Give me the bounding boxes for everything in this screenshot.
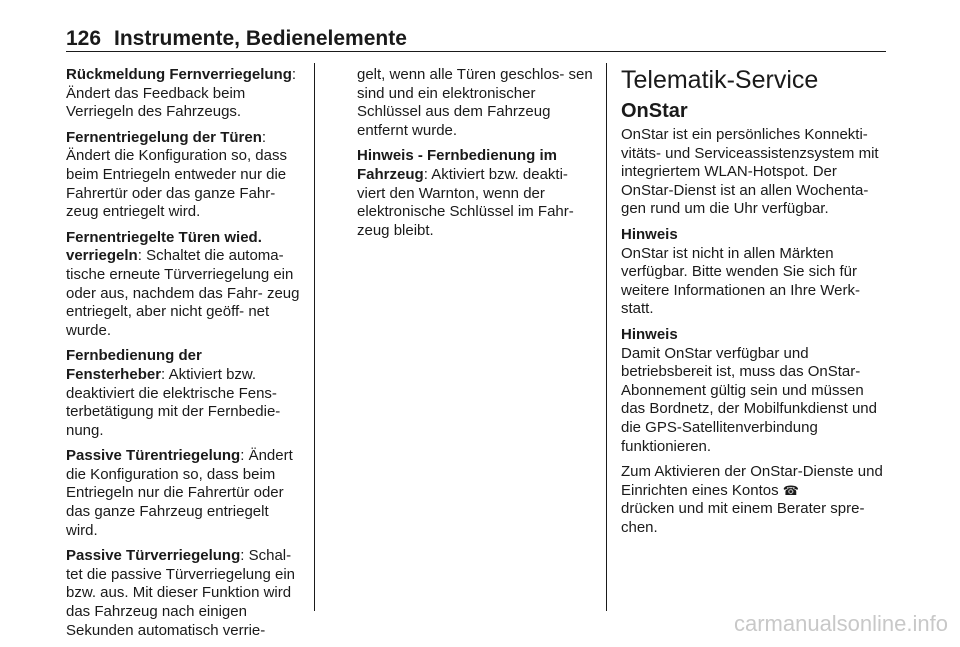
- activation-text: Zum Aktivieren der OnStar-Dienste und Einrichten eines Kontos: [621, 463, 883, 499]
- header-divider: [66, 51, 886, 52]
- paragraph-remote-windows: Fernbedienung der Fensterheber: Aktiviert bzw. deaktiviert die elektrische Fens- terbetätigung mit der Fernbedie- nung.: [66, 347, 281, 439]
- phone-button-icon: ☎: [782, 482, 799, 498]
- page-number: 126: [66, 27, 102, 50]
- paragraph-passive-unlock: Passive Türentriegelung: Ändert die Konfiguration so, dass beim Entriegeln nur die Fahrertür oder das ganze Fahrzeug entriegelt wird.: [66, 447, 293, 539]
- note-label: Hinweis: [621, 325, 678, 343]
- description: Aktiviert bzw. deakti- viert den Warnton, wenn der elektronische Schlüssel im Fahr- zeug bleibt.: [357, 165, 574, 239]
- note-text: Damit OnStar verfügbar und betriebsbereit ist, muss das OnStar- Abonnement gültig sein und müssen das Bordnetz, der Mobilfunkdienst und die GPS-Satellitenverbindung funktionieren.: [621, 344, 877, 455]
- intro-paragraph: OnStar ist ein persönliches Konnekti- vitäts- und Serviceassistenzsystem mit integriertem WLAN-Hotspot. Der OnStar-Dienst ist an allen Wochenta- gen rund um die Uhr verfügbar.: [621, 126, 879, 218]
- section-heading: Telematik-Service: [621, 66, 819, 94]
- description: Schaltet die automa- tische erneute Türverriegelung ein oder aus, nachdem das Fahr- zeug entriegelt, aber nicht geöff- net wurde.: [66, 247, 300, 339]
- term: Fernentriegelte Türen wied. verriegeln: [66, 228, 262, 265]
- description: Ändert die Konfiguration so, dass beim Entriegeln nur die Fahrertür oder das ganze Fahrzeug entriegelt wird.: [66, 447, 293, 539]
- description: Aktiviert bzw. deaktiviert die elektrische Fens- terbetätigung mit der Fernbedie- nung.: [66, 365, 281, 439]
- term: Rückmeldung Fernverriegelung: [66, 66, 292, 83]
- paragraph-passive-lock: Passive Türverriegelung: Schal- tet die passive Türverriegelung ein bzw. aus. Mit dieser Funktion wird das Fahrzeug nach einigen Sekunden automatisch verrie-: [66, 547, 296, 639]
- subsection-heading: OnStar: [621, 100, 688, 122]
- paragraph-remote-unlock: Fernentriegelung der Türen: Ändert die Konfiguration so, dass beim Entriegeln entweder nur die Fahrertür oder das ganze Fahr- zeug entriegelt wird.: [66, 128, 287, 221]
- term: Fernbedienung der Fensterheber: [66, 347, 202, 383]
- column-left: [66, 66, 302, 647]
- activation-paragraph: [621, 463, 889, 537]
- paragraph-relock: Fernentriegelte Türen wied. verriegeln: Schaltet die automa- tische erneute Türverriegelung ein oder aus, nachdem das Fahr- zeug entriegelt, aber nicht geöff- net wurde.: [66, 228, 300, 339]
- description: Ändert das Feedback beim Verriegeln des Fahrzeugs.: [66, 84, 246, 121]
- term: Passive Türentriegelung: [66, 447, 241, 465]
- description: Ändert die Konfiguration so, dass beim Entriegeln entweder nur die Fahrertür oder das ganze Fahr- zeug entriegelt wird.: [66, 147, 287, 221]
- note-text: OnStar ist nicht in allen Märkten verfügbar. Bitte wenden Sie sich für weitere Informationen an Ihre Werk- statt.: [621, 244, 860, 318]
- note-availability: [621, 226, 889, 319]
- term: Fernentriegelung der Türen: [66, 128, 262, 146]
- note-requirements: [621, 326, 889, 456]
- page-header: [66, 28, 886, 50]
- paragraph-key-in-vehicle: Hinweis - Fernbedienung im Fahrzeug: Aktiviert bzw. deakti- viert den Warnton, wenn der elektronische Schlüssel im Fahr- zeug bleibt.: [357, 147, 574, 239]
- column-divider: [606, 63, 607, 611]
- description: Schal- tet die passive Türverriegelung ein bzw. aus. Mit dieser Funktion wird das Fahrzeug nach einigen Sekunden automatisch verrie-: [66, 547, 296, 639]
- watermark: carmanualsonline.info: [733, 611, 948, 636]
- paragraph-remote-lock-feedback: Rückmeldung Fernverriegelung: Ändert das Feedback beim Verriegeln des Fahrzeugs.: [66, 66, 297, 121]
- page-title: Instrumente, Bedienelemente: [114, 27, 407, 50]
- column-middle: [357, 66, 593, 247]
- term: Passive Türverriegelung: [66, 547, 241, 565]
- activation-text-2: drücken und mit einem Berater spre- chen.: [621, 500, 865, 536]
- note-label: Hinweis: [621, 225, 678, 243]
- term: Hinweis - Fernbedienung im Fahrzeug: [357, 147, 558, 183]
- paragraph-continuation: gelt, wenn alle Türen geschlos- sen sind und ein elektronischer Schlüssel aus dem Fahrzeug entfernt wurde.: [357, 66, 593, 139]
- column-divider: [314, 63, 315, 611]
- column-right: [621, 66, 889, 544]
